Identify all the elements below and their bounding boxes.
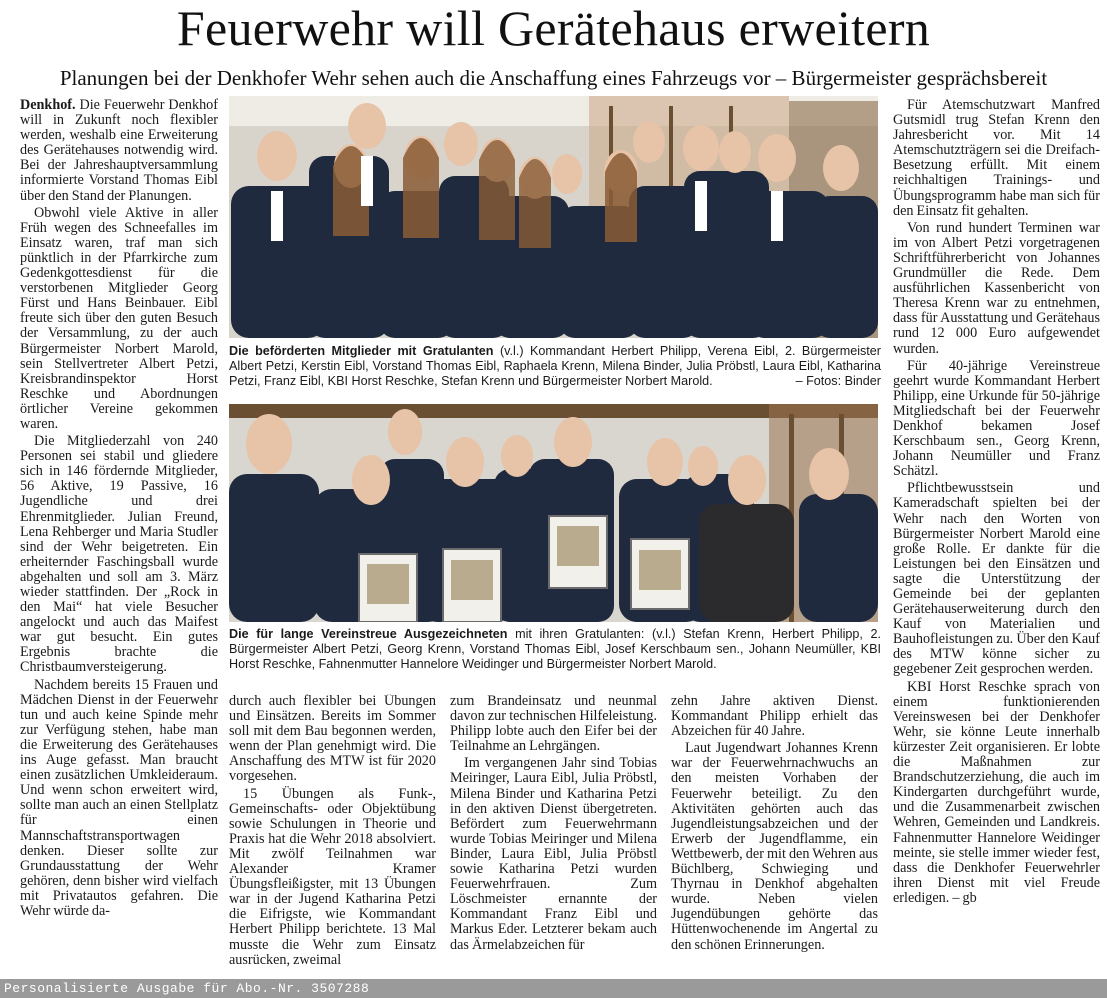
- article-column-4: [671, 694, 878, 978]
- article-column-2: [229, 694, 436, 978]
- article-column-5: [893, 98, 1100, 978]
- article-column-1: [20, 98, 218, 978]
- paragraph: Im vergangenen Jahr sind Tobias Meiringer, Laura Eibl, Julia Pröbstl, Milena Binder und Katharina Petzi in den aktiven Dienst übergetreten. Befördert zum Feuerwehrmann wurde Tobias Meiringer und Milena Binder, Laura Eibl, Julia Pröbstl sowie Katharina Petzi wurden Feuerwehrfrauen. Zum Löschmeister ernannte der Kommandant Franz Eibl und Markus Eder. Letzterer bekam auch das Ärmelabzeichen für: [450, 755, 657, 953]
- paragraph: Für Atemschutzwart Manfred Gutsmidl trug Stefan Krenn den Jahresbericht vor. Mit 14 Atemschutzträgern sei die Dreifach-Besetzung erfüllt. Mit einem reichhaltigen Trainings- und Übungsprogramm habe man sich für den Einsatz fit gehalten.: [893, 98, 1100, 219]
- caption-title: Die beförderten Mitglieder mit Gratulanten: [229, 344, 494, 358]
- article-column-3: [450, 694, 657, 978]
- paragraph: zehn Jahre aktiven Dienst. Kommandant Philipp erhielt das Abzeichen für 40 Jahre.: [671, 694, 878, 740]
- paragraph: Obwohl viele Aktive in aller Früh wegen des Schneefalles im Einsatz waren, traf man sich pünktlich in der Pfarrkirche zum Gedenkgottesdienst für die verstorbenen Mitglieder Georg Fürst und Hans Beinbauer. Eibl freute sich über den guten Besuch der Versammlung, zu der auch Bürgermeister Norbert Marold, sein Stellvertreter Albert Petzi, Kreisbrandinspektor Horst Reschke und Abordnungen örtlicher Vereine gekommen waren.: [20, 204, 218, 432]
- paragraph: zum Brandeinsatz und neunmal davon zur technischen Hilfeleistung. Philipp lobte auch den Eifer bei der Teilnahme an Lehrgängen.: [450, 694, 657, 755]
- subline: Planungen bei der Denkhofer Wehr sehen auch die Anschaffung eines Fahrzeugs vor – Bürgermeister gesprächsbereit: [59, 66, 1048, 90]
- caption-title: Die für lange Vereinstreue Ausgezeichneten: [229, 627, 508, 641]
- paragraph: Von rund hundert Terminen war im von Albert Petzi vorgetragenen Schriftführerbericht von Johannes Grundmüller die Rede. Dem ausführlichen Kassenbericht von Theresa Krenn war zu entnehmen, dass für Ausstattung und Gerätehaus rund 12 000 Euro aufgewendet wurden.: [893, 219, 1100, 357]
- personalization-notice: Personalisierte Ausgabe für Abo.-Nr. 3507288: [4, 981, 370, 996]
- paragraph: Pflichtbewusstsein und Kameradschaft spielten bei der Wehr nach den Worten von Bürgermeister Norbert Marold eine große Rolle. Er dankte für die Leistungen bei den Einsätzen und sagte die Unterstützung der Gemeinde bei der geplanten Gerätehauserweiterung durch den Kauf von Materialien und Bauhofleistungen zu. Über den Kauf des MTW könne sicher zu gegebener Zeit gesprochen werden.: [893, 480, 1100, 678]
- caption-text: (v.l.) Kommandant Herbert Philipp, Verena Eibl, 2. Bürgermeister Albert Petzi, Kerstin Eibl, Vorstand Thomas Eibl, Raphaela Krenn, Milena Binder, Julia Pröbstl, Laura Eibl, Katharina Petzi, Franz Eibl, KBI Horst Reschke, Stefan Krenn und Bürgermeister Norbert Marold.: [229, 344, 882, 389]
- photo-group-image: [229, 96, 878, 338]
- photo-group-image: [229, 404, 878, 622]
- paragraph: Für 40-jährige Vereinstreue geehrt wurde Kommandant Herbert Philipp, eine Urkunde für 50-jährige Mitgliedschaft bei der Feuerwehr Denkhof bekamen Josef Kerschbaum sen., Georg Krenn, Johann Neumüller und Franz Schätzl.: [893, 357, 1100, 480]
- caption-photo-1: [229, 344, 881, 394]
- caption-photo-2: [229, 627, 881, 677]
- photo-credit: – Fotos: Binder: [795, 374, 881, 389]
- paragraph: Nachdem bereits 15 Frauen und Mädchen Dienst in der Feuerwehr tun und auch keine Spinde mehr zur Verfügung stehen, habe man die Erweiterung des Gerätehauses ins Auge gefasst. Man braucht einen zusätzlichen Umkleideraum. Und wenn schon erweitert wird, sollte man auch an einen Stellplatz für einen Mannschaftstransportwagen denken. Dieser sollte zur Grundausstattung der Wehr gehören, denn bisher wird vielfach mit Privatautos gefahren. Die Wehr würde da-: [20, 676, 218, 919]
- paragraph: Laut Jugendwart Johannes Krenn war der Feuerwehrnachwuchs an den meisten Vorhaben der Feuerwehr beteiligt. Zu den Aktivitäten gehörten auch das Jugendleistungsabzeichen und der Erwerb der Jugendflamme, ein Wettbewerb, der mit den Wehren aus Büchlberg, Schwieging und Thyrnau in Denkhof abgehalten wurde. Neben vielen Jugendübungen gehörte das Hüttenwochenende im Angertal zu den schönen Erinnerungen.: [671, 740, 878, 953]
- footer-bar: [0, 979, 1107, 998]
- headline: Feuerwehr will Gerätehaus erweitern: [176, 0, 931, 56]
- caption-text: mit ihren Gratulanten: (v.l.) Stefan Krenn, Herbert Philipp, 2. Bürgermeister Albert Petzi, Georg Krenn, Vorstand Thomas Eibl, Josef Kerschbaum sen., Johann Neumüller, KBI Horst Reschke, Fahnenmutter Hannelore Weidinger und Bürgermeister Norbert Marold.: [229, 627, 882, 672]
- paragraph: durch auch flexibler bei Übungen und Einsätzen. Bereits im Sommer soll mit dem Bau begonnen werden, wenn der Plan genehmigt wird. Die Anschaffung des MTW ist für 2020 vorgesehen.: [229, 694, 436, 785]
- dateline: Denkhof.: [20, 98, 76, 113]
- paragraph: 15 Übungen als Funk-, Gemeinschafts- oder Objektübung sowie Schulungen in Theorie und Praxis hat die Wehr 2018 absolviert. Mit zwölf Teilnahmen war Alexander Kramer Übungsfleißigster, mit 13 Übungen war in der Jugend Katharina Petzi die Eifrigste, wie Kommandant Herbert Philipp berichtete. 13 Mal musste die Wehr zum Einsatz ausrücken, zweimal: [229, 785, 436, 968]
- photo-promoted-members: [229, 96, 878, 338]
- paragraph: [20, 98, 218, 204]
- paragraph: KBI Horst Reschke sprach von einem funktionierenden Vereinswesen bei der Denkhofer Wehr, sie könne Leute innerhalb kürzester Zeit organisieren. Er lobte die Maßnahmen zur Brandschutzerziehung, die auch im Kindergarten durchgeführt wurde, und die Zusammenarbeit zwischen Wehren, Gemeinden und Landkreis. Fahnenmutter Hannelore Weidinger meinte, sie stelle immer wieder fest, dass die Denkhofer Feuerwehrler ihren Dienst mit viel Freude erledigen. – gb: [893, 678, 1100, 906]
- paragraph-text: Die Feuerwehr Denkhof will in Zukunft noch flexibler werden, weshalb eine Erweiterung des Gerätehauses notwendig wird. Bei der Jahreshauptversammlung informierte Vorstand Thomas Eibl über den Stand der Planungen.: [20, 98, 218, 204]
- paragraph: Die Mitgliederzahl von 240 Personen sei stabil und gliedere sich in 146 fördernde Mitglieder, 56 Aktive, 19 Passive, 16 Jugendliche und drei Ehrenmitglieder. Julian Freund, Lena Rehberger und Maria Studler sind der Wehr beigetreten. Ein erheiternder Faschingsball wurde abgehalten und soll am 3. März wieder stattfinden. Der „Rock in den Mai“ hat viele Besucher angelockt und auch das Maifest war gut besucht. Ein gutes Ergebnis brachte die Christbaumversteigerung.: [20, 433, 218, 676]
- photo-honored-members: [229, 404, 878, 622]
